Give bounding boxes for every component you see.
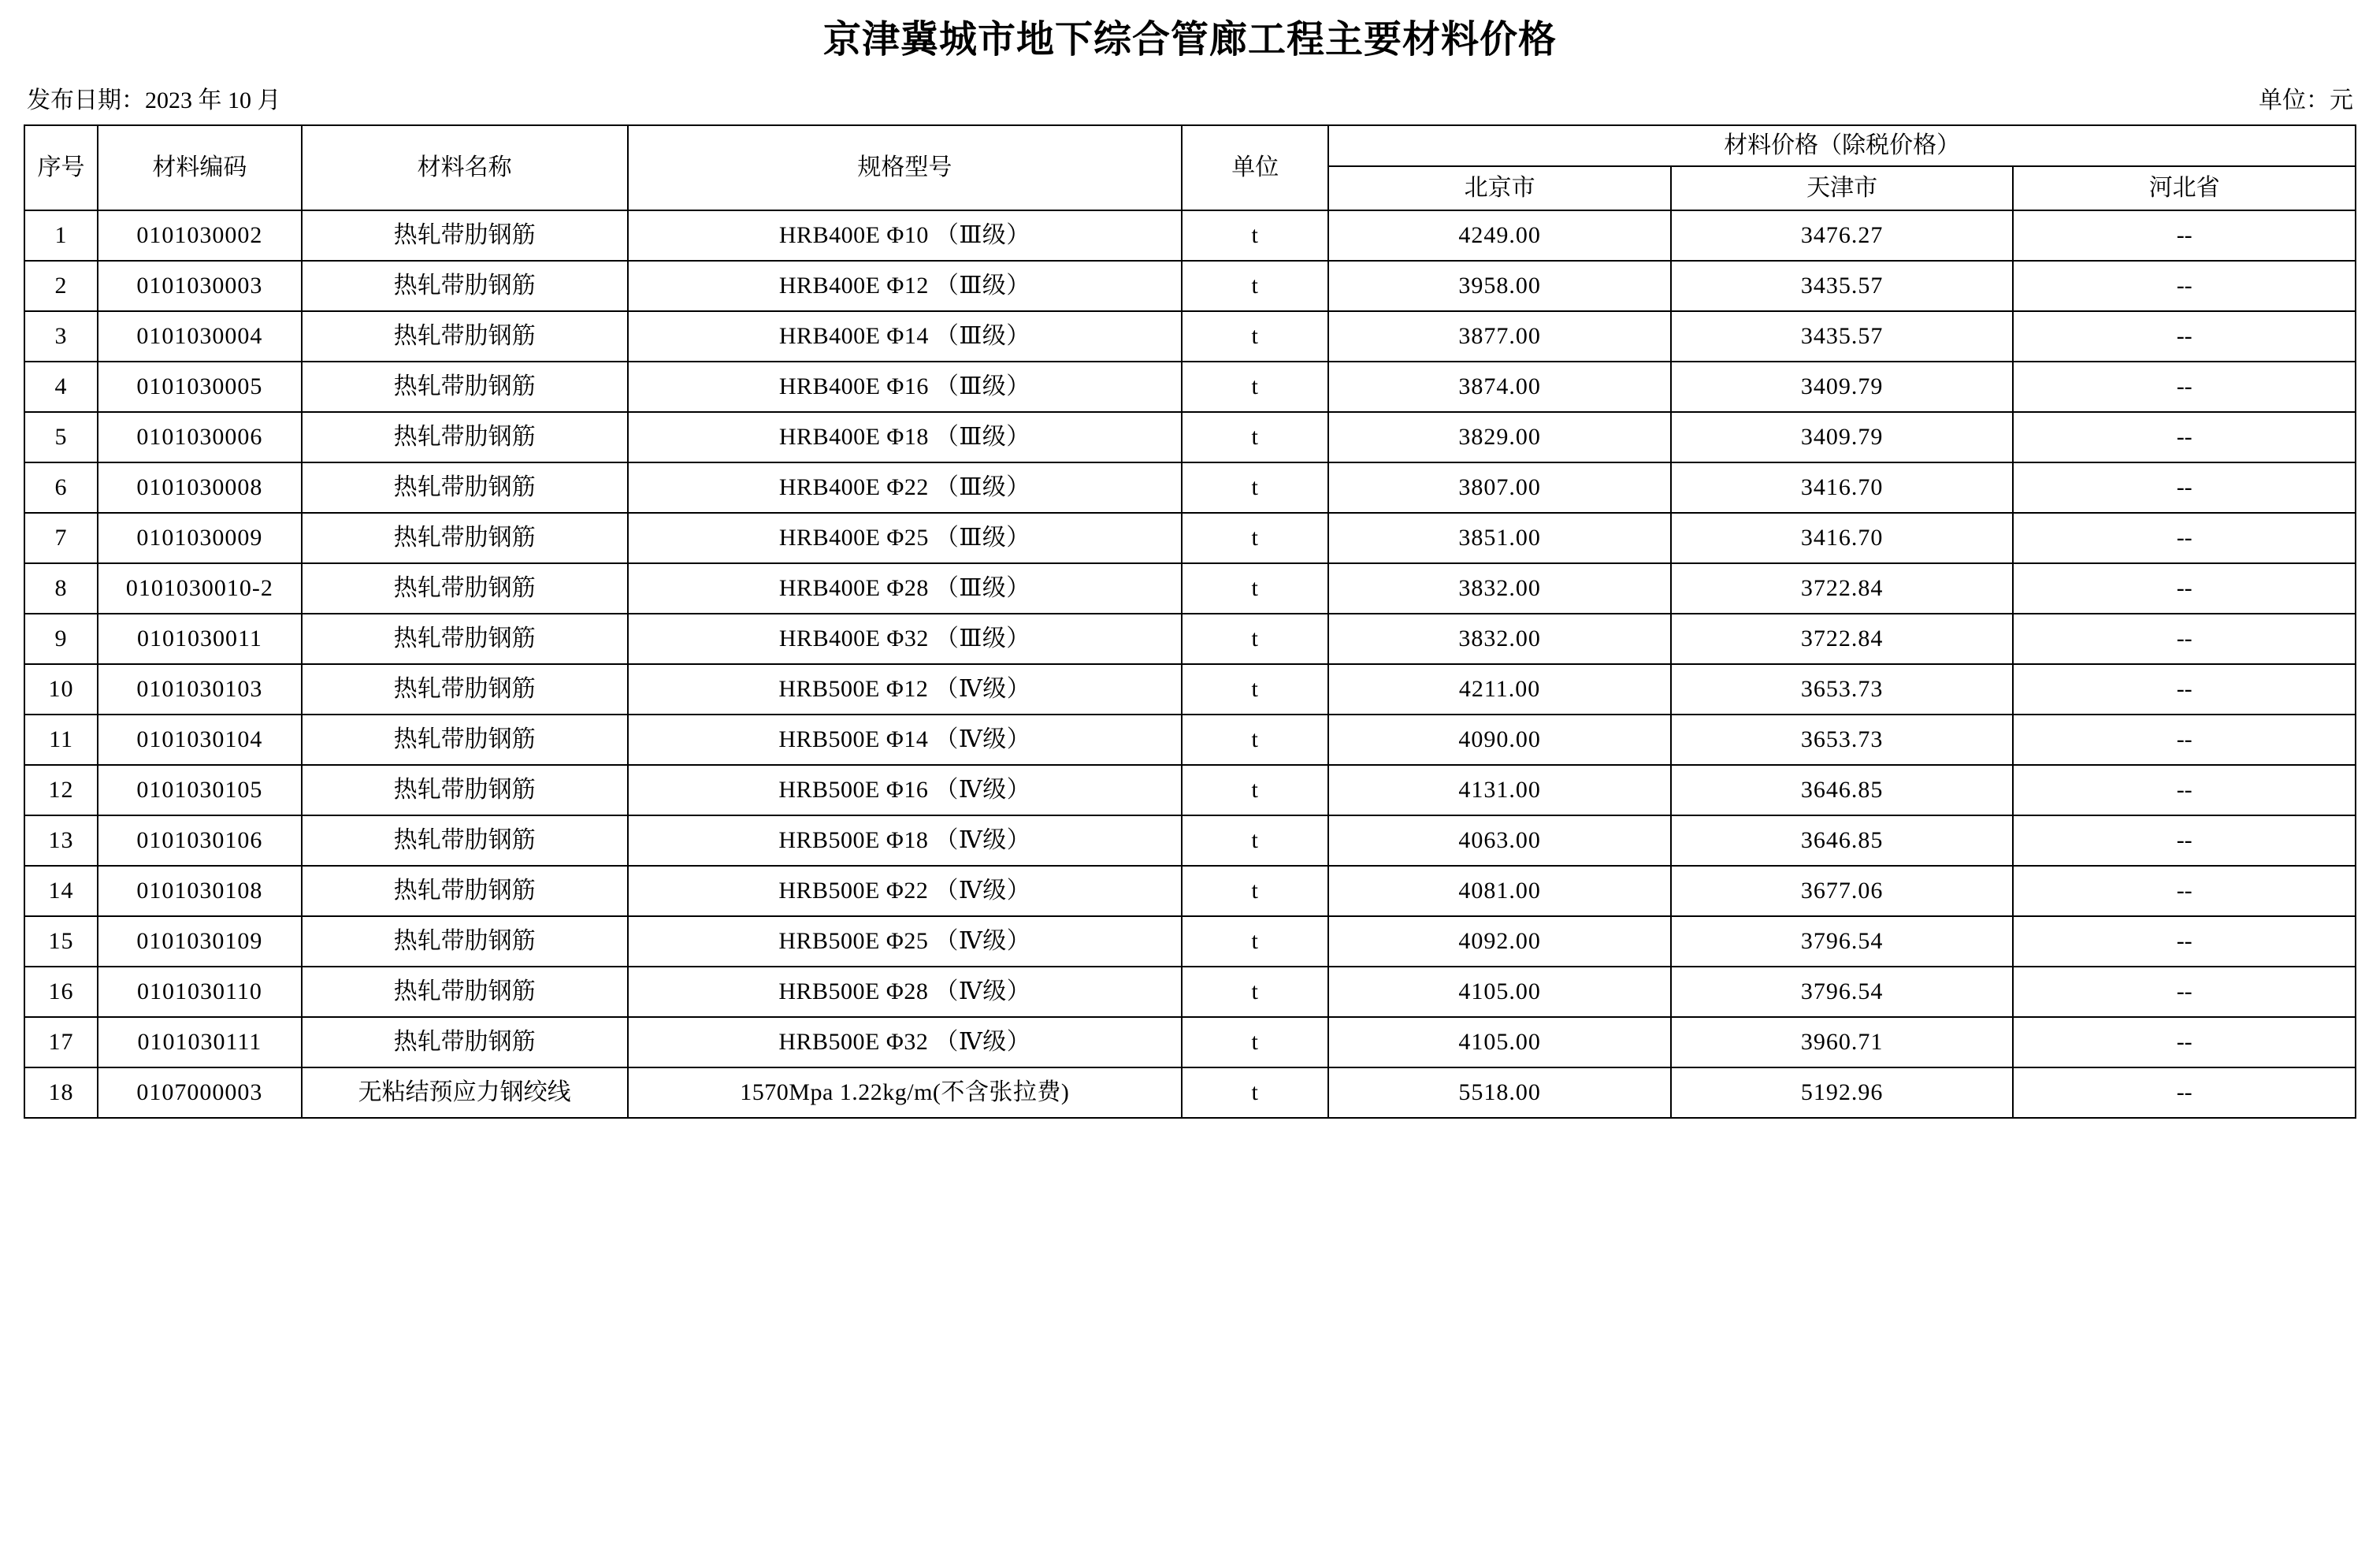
document-meta xyxy=(27,80,2353,115)
cell-unit: t xyxy=(1182,210,1328,261)
cell-tianjin: 3653.73 xyxy=(1671,715,2014,765)
cell-unit: t xyxy=(1182,866,1328,916)
cell-spec: HRB500E Φ28 （Ⅳ级） xyxy=(628,967,1183,1017)
header-spec: 规格型号 xyxy=(628,125,1183,210)
cell-code: 0107000003 xyxy=(98,1067,302,1118)
cell-code: 0101030008 xyxy=(98,462,302,513)
cell-tianjin: 3435.57 xyxy=(1671,261,2014,311)
cell-unit: t xyxy=(1182,362,1328,412)
cell-spec: HRB400E Φ16 （Ⅲ级） xyxy=(628,362,1183,412)
cell-index: 4 xyxy=(24,362,98,412)
cell-index: 2 xyxy=(24,261,98,311)
cell-tianjin: 3646.85 xyxy=(1671,815,2014,866)
cell-tianjin: 3722.84 xyxy=(1671,614,2014,664)
cell-tianjin: 3677.06 xyxy=(1671,866,2014,916)
cell-spec: HRB400E Φ28 （Ⅲ级） xyxy=(628,563,1183,614)
cell-spec: HRB400E Φ12 （Ⅲ级） xyxy=(628,261,1183,311)
cell-hebei: -- xyxy=(2013,261,2356,311)
cell-index: 13 xyxy=(24,815,98,866)
cell-name: 热轧带肋钢筋 xyxy=(302,311,628,362)
header-unit: 单位 xyxy=(1182,125,1328,210)
cell-beijing: 4092.00 xyxy=(1328,916,1671,967)
cell-spec: 1570Mpa 1.22kg/m(不含张拉费) xyxy=(628,1067,1183,1118)
cell-name: 热轧带肋钢筋 xyxy=(302,412,628,462)
cell-name: 热轧带肋钢筋 xyxy=(302,967,628,1017)
header-code: 材料编码 xyxy=(98,125,302,210)
cell-code: 0101030002 xyxy=(98,210,302,261)
cell-beijing: 3874.00 xyxy=(1328,362,1671,412)
cell-code: 0101030108 xyxy=(98,866,302,916)
cell-tianjin: 3646.85 xyxy=(1671,765,2014,815)
cell-name: 热轧带肋钢筋 xyxy=(302,513,628,563)
table-header-row-1 xyxy=(24,125,2356,166)
cell-beijing: 4081.00 xyxy=(1328,866,1671,916)
cell-index: 3 xyxy=(24,311,98,362)
table-row xyxy=(24,412,2356,462)
cell-hebei: -- xyxy=(2013,967,2356,1017)
cell-beijing: 4063.00 xyxy=(1328,815,1671,866)
cell-index: 10 xyxy=(24,664,98,715)
cell-index: 9 xyxy=(24,614,98,664)
cell-hebei: -- xyxy=(2013,664,2356,715)
cell-code: 0101030106 xyxy=(98,815,302,866)
cell-index: 12 xyxy=(24,765,98,815)
cell-name: 热轧带肋钢筋 xyxy=(302,866,628,916)
table-row xyxy=(24,866,2356,916)
cell-name: 热轧带肋钢筋 xyxy=(302,362,628,412)
cell-beijing: 4105.00 xyxy=(1328,967,1671,1017)
page-title: 京津冀城市地下综合管廊工程主要材料价格 xyxy=(822,19,1557,61)
publish-date: 发布日期：2023 年 10 月 xyxy=(27,87,281,113)
cell-beijing: 3832.00 xyxy=(1328,614,1671,664)
table-row xyxy=(24,765,2356,815)
table-row xyxy=(24,362,2356,412)
cell-index: 5 xyxy=(24,412,98,462)
cell-spec: HRB500E Φ14 （Ⅳ级） xyxy=(628,715,1183,765)
cell-hebei: -- xyxy=(2013,866,2356,916)
cell-index: 8 xyxy=(24,563,98,614)
header-beijing: 北京市 xyxy=(1328,166,1671,210)
cell-unit: t xyxy=(1182,664,1328,715)
cell-name: 热轧带肋钢筋 xyxy=(302,815,628,866)
cell-spec: HRB500E Φ18 （Ⅳ级） xyxy=(628,815,1183,866)
cell-index: 14 xyxy=(24,866,98,916)
cell-code: 0101030104 xyxy=(98,715,302,765)
cell-index: 17 xyxy=(24,1017,98,1067)
cell-unit: t xyxy=(1182,916,1328,967)
cell-spec: HRB500E Φ32 （Ⅳ级） xyxy=(628,1017,1183,1067)
cell-unit: t xyxy=(1182,967,1328,1017)
cell-spec: HRB400E Φ25 （Ⅲ级） xyxy=(628,513,1183,563)
cell-name: 热轧带肋钢筋 xyxy=(302,916,628,967)
cell-hebei: -- xyxy=(2013,462,2356,513)
cell-beijing: 3807.00 xyxy=(1328,462,1671,513)
cell-name: 热轧带肋钢筋 xyxy=(302,563,628,614)
currency-unit: 单位：元 xyxy=(2259,87,2353,113)
table-row xyxy=(24,1017,2356,1067)
material-price-table xyxy=(24,124,2356,1119)
cell-tianjin: 5192.96 xyxy=(1671,1067,2014,1118)
cell-code: 0101030005 xyxy=(98,362,302,412)
cell-unit: t xyxy=(1182,715,1328,765)
cell-tianjin: 3722.84 xyxy=(1671,563,2014,614)
cell-unit: t xyxy=(1182,765,1328,815)
cell-index: 16 xyxy=(24,967,98,1017)
table-row xyxy=(24,563,2356,614)
table-row xyxy=(24,210,2356,261)
cell-tianjin: 3435.57 xyxy=(1671,311,2014,362)
cell-tianjin: 3416.70 xyxy=(1671,513,2014,563)
cell-unit: t xyxy=(1182,311,1328,362)
cell-hebei: -- xyxy=(2013,210,2356,261)
cell-tianjin: 3416.70 xyxy=(1671,462,2014,513)
header-index: 序号 xyxy=(24,125,98,210)
cell-beijing: 3829.00 xyxy=(1328,412,1671,462)
cell-hebei: -- xyxy=(2013,614,2356,664)
table-header xyxy=(24,125,2356,210)
cell-spec: HRB400E Φ32 （Ⅲ级） xyxy=(628,614,1183,664)
cell-code: 0101030109 xyxy=(98,916,302,967)
cell-hebei: -- xyxy=(2013,362,2356,412)
cell-tianjin: 3796.54 xyxy=(1671,916,2014,967)
cell-hebei: -- xyxy=(2013,765,2356,815)
cell-unit: t xyxy=(1182,563,1328,614)
cell-hebei: -- xyxy=(2013,715,2356,765)
cell-tianjin: 3796.54 xyxy=(1671,967,2014,1017)
cell-name: 无粘结预应力钢绞线 xyxy=(302,1067,628,1118)
header-hebei: 河北省 xyxy=(2013,166,2356,210)
cell-spec: HRB400E Φ14 （Ⅲ级） xyxy=(628,311,1183,362)
cell-tianjin: 3476.27 xyxy=(1671,210,2014,261)
cell-name: 热轧带肋钢筋 xyxy=(302,462,628,513)
table-row xyxy=(24,715,2356,765)
cell-hebei: -- xyxy=(2013,1067,2356,1118)
cell-index: 6 xyxy=(24,462,98,513)
cell-beijing: 4105.00 xyxy=(1328,1017,1671,1067)
cell-beijing: 3832.00 xyxy=(1328,563,1671,614)
header-price-group: 材料价格（除税价格） xyxy=(1328,125,2356,166)
cell-hebei: -- xyxy=(2013,311,2356,362)
table-row xyxy=(24,513,2356,563)
cell-code: 0101030004 xyxy=(98,311,302,362)
cell-code: 0101030010-2 xyxy=(98,563,302,614)
table-row xyxy=(24,967,2356,1017)
cell-beijing: 4131.00 xyxy=(1328,765,1671,815)
cell-unit: t xyxy=(1182,1067,1328,1118)
cell-code: 0101030110 xyxy=(98,967,302,1017)
cell-hebei: -- xyxy=(2013,1017,2356,1067)
cell-beijing: 3958.00 xyxy=(1328,261,1671,311)
cell-tianjin: 3409.79 xyxy=(1671,412,2014,462)
cell-hebei: -- xyxy=(2013,563,2356,614)
cell-spec: HRB500E Φ12 （Ⅳ级） xyxy=(628,664,1183,715)
table-row xyxy=(24,1067,2356,1118)
cell-name: 热轧带肋钢筋 xyxy=(302,1017,628,1067)
table-row xyxy=(24,664,2356,715)
table-row xyxy=(24,916,2356,967)
cell-unit: t xyxy=(1182,1017,1328,1067)
cell-unit: t xyxy=(1182,261,1328,311)
cell-name: 热轧带肋钢筋 xyxy=(302,210,628,261)
cell-index: 1 xyxy=(24,210,98,261)
header-name: 材料名称 xyxy=(302,125,628,210)
header-tianjin: 天津市 xyxy=(1671,166,2014,210)
table-body xyxy=(24,210,2356,1118)
cell-beijing: 4090.00 xyxy=(1328,715,1671,765)
cell-spec: HRB500E Φ22 （Ⅳ级） xyxy=(628,866,1183,916)
cell-code: 0101030009 xyxy=(98,513,302,563)
cell-name: 热轧带肋钢筋 xyxy=(302,765,628,815)
cell-beijing: 4211.00 xyxy=(1328,664,1671,715)
cell-name: 热轧带肋钢筋 xyxy=(302,715,628,765)
cell-beijing: 3851.00 xyxy=(1328,513,1671,563)
cell-unit: t xyxy=(1182,614,1328,664)
cell-index: 11 xyxy=(24,715,98,765)
cell-code: 0101030011 xyxy=(98,614,302,664)
cell-hebei: -- xyxy=(2013,513,2356,563)
table-row xyxy=(24,311,2356,362)
cell-spec: HRB400E Φ18 （Ⅲ级） xyxy=(628,412,1183,462)
cell-index: 7 xyxy=(24,513,98,563)
cell-code: 0101030103 xyxy=(98,664,302,715)
cell-beijing: 5518.00 xyxy=(1328,1067,1671,1118)
cell-beijing: 3877.00 xyxy=(1328,311,1671,362)
cell-unit: t xyxy=(1182,462,1328,513)
cell-hebei: -- xyxy=(2013,412,2356,462)
table-row xyxy=(24,815,2356,866)
cell-code: 0101030105 xyxy=(98,765,302,815)
cell-name: 热轧带肋钢筋 xyxy=(302,664,628,715)
cell-hebei: -- xyxy=(2013,916,2356,967)
cell-name: 热轧带肋钢筋 xyxy=(302,261,628,311)
cell-spec: HRB500E Φ16 （Ⅳ级） xyxy=(628,765,1183,815)
cell-tianjin: 3653.73 xyxy=(1671,664,2014,715)
cell-tianjin: 3409.79 xyxy=(1671,362,2014,412)
cell-index: 15 xyxy=(24,916,98,967)
table-row xyxy=(24,462,2356,513)
cell-tianjin: 3960.71 xyxy=(1671,1017,2014,1067)
cell-spec: HRB500E Φ25 （Ⅳ级） xyxy=(628,916,1183,967)
cell-spec: HRB400E Φ22 （Ⅲ级） xyxy=(628,462,1183,513)
table-row xyxy=(24,261,2356,311)
cell-spec: HRB400E Φ10 （Ⅲ级） xyxy=(628,210,1183,261)
cell-code: 0101030003 xyxy=(98,261,302,311)
cell-code: 0101030111 xyxy=(98,1017,302,1067)
cell-code: 0101030006 xyxy=(98,412,302,462)
cell-unit: t xyxy=(1182,815,1328,866)
cell-unit: t xyxy=(1182,513,1328,563)
cell-hebei: -- xyxy=(2013,815,2356,866)
cell-index: 18 xyxy=(24,1067,98,1118)
cell-unit: t xyxy=(1182,412,1328,462)
cell-beijing: 4249.00 xyxy=(1328,210,1671,261)
table-row xyxy=(24,614,2356,664)
cell-name: 热轧带肋钢筋 xyxy=(302,614,628,664)
